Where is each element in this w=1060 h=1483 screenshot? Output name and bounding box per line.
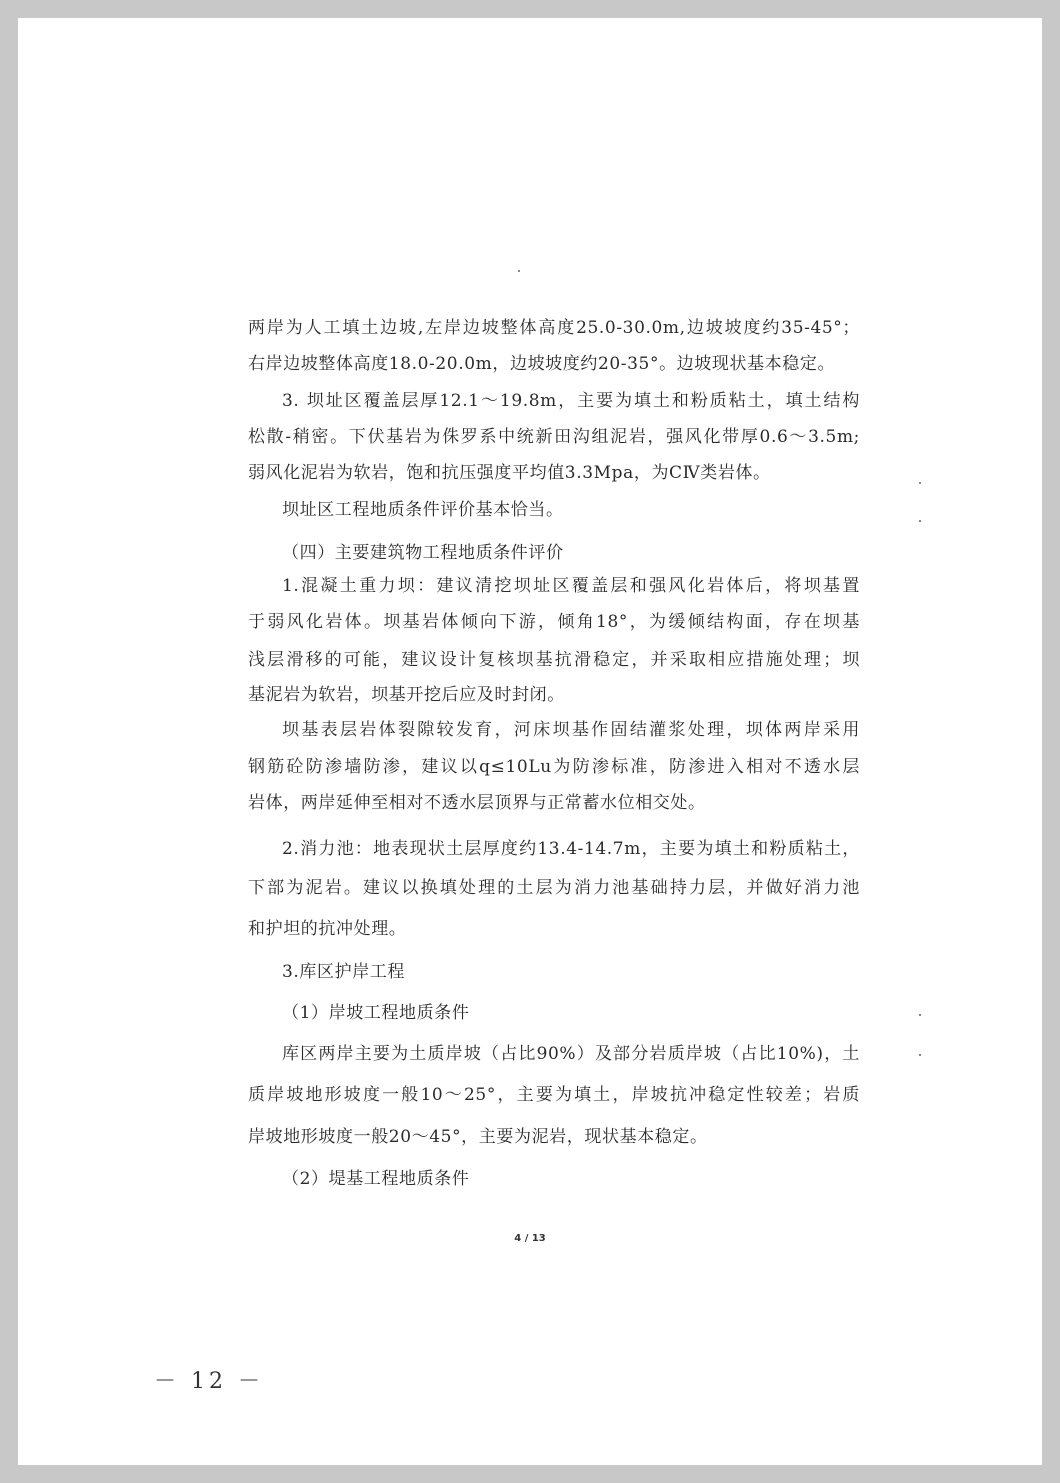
body-line: 质岸坡地形坡度一般10～25°，主要为填土，岸坡抗冲稳定性较差；岩质 xyxy=(248,1085,860,1105)
body-line: 于弱风化岩体。坝基岩体倾向下游，倾角18°，为缓倾结构面，存在坝基 xyxy=(248,612,860,632)
body-line: 基泥岩为软岩，坝基开挖后应及时封闭。 xyxy=(248,685,565,705)
body-line: 坝基表层岩体裂隙较发育，河床坝基作固结灌浆处理，坝体两岸采用 xyxy=(282,720,860,740)
body-line: 两岸为人工填土边坡,左岸边坡整体高度25.0-30.0m,边坡坡度约35-45°； xyxy=(248,318,860,338)
body-line: 岩体，两岸延伸至相对不透水层顶界与正常蓄水位相交处。 xyxy=(248,793,706,813)
scan-speck xyxy=(919,1014,921,1016)
scan-speck xyxy=(919,520,921,522)
pdf-page-counter: 4 / 13 xyxy=(514,1233,546,1244)
scan-speck xyxy=(919,482,921,484)
body-line: 下部为泥岩。建议以换填处理的土层为消力池基础持力层，并做好消力池 xyxy=(248,878,860,898)
body-line: 松散-稍密。下伏基岩为侏罗系中统新田沟组泥岩，强风化带厚0.6～3.5m; xyxy=(248,427,860,447)
body-line: 岸坡地形坡度一般20～45°，主要为泥岩，现状基本稳定。 xyxy=(248,1127,708,1147)
body-line: 坝址区工程地质条件评价基本恰当。 xyxy=(282,500,564,520)
body-line: 和护坦的抗冲处理。 xyxy=(248,919,407,939)
scan-speck xyxy=(919,1054,921,1056)
document-page xyxy=(18,18,1042,1465)
section-heading: 3.库区护岸工程 xyxy=(282,962,406,982)
body-line: 右岸边坡整体高度18.0-20.0m，边坡坡度约20-35°。边坡现状基本稳定。 xyxy=(248,354,836,374)
body-line: 浅层滑移的可能，建议设计复核坝基抗滑稳定，并采取相应措施处理；坝 xyxy=(248,650,860,670)
body-line: 3. 坝址区覆盖层厚12.1～19.8m，主要为填土和粉质粘土，填土结构 xyxy=(282,391,860,411)
scan-speck xyxy=(518,270,520,272)
subsection-heading: （1）岸坡工程地质条件 xyxy=(282,1003,470,1023)
section-heading: （四）主要建筑物工程地质条件评价 xyxy=(282,543,564,563)
body-line: 弱风化泥岩为软岩，饱和抗压强度平均值3.3Mpa，为CⅣ类岩体。 xyxy=(248,463,771,483)
body-line: 钢筋砼防渗墙防渗，建议以q≤10Lu为防渗标准，防渗进入相对不透水层 xyxy=(248,757,860,777)
body-line: 1.混凝土重力坝：建议清挖坝址区覆盖层和强风化岩体后，将坝基置 xyxy=(282,576,860,596)
body-line: 库区两岸主要为土质岸坡（占比90%）及部分岩质岸坡（占比10%)，土 xyxy=(282,1044,860,1064)
subsection-heading: （2）堤基工程地质条件 xyxy=(282,1169,470,1189)
page-number: － 12 － xyxy=(154,1369,264,1394)
body-line: 2.消力池：地表现状土层厚度约13.4-14.7m，主要为填土和粉质粘土， xyxy=(282,839,860,859)
